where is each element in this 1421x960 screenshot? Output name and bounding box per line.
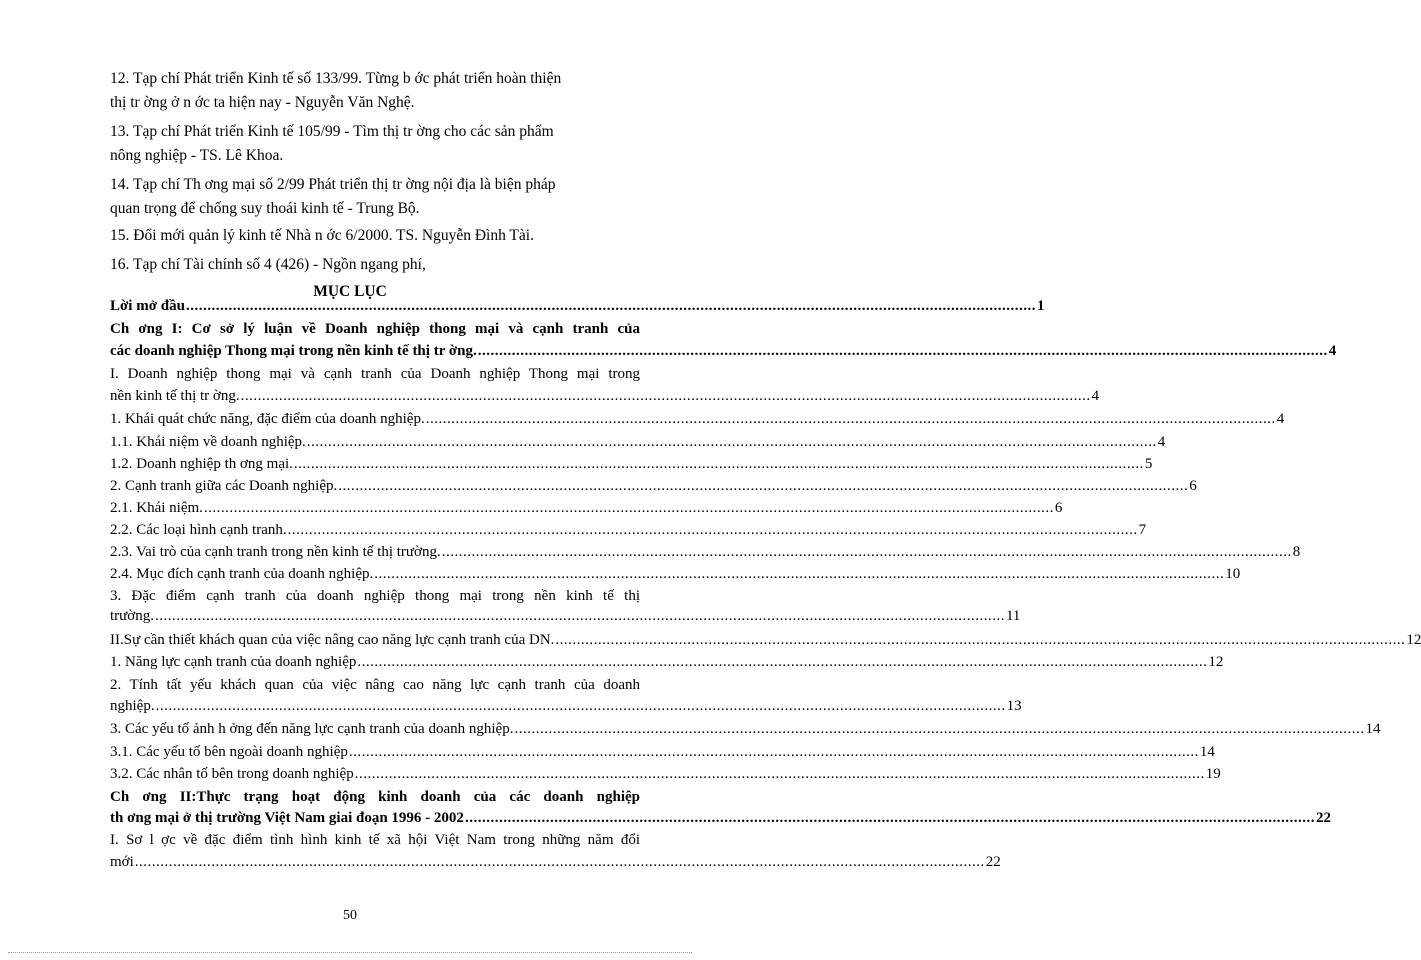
toc-entry[interactable] [110,744,1215,764]
toc-leader-dots: ........................................................................................................................................................................................................ [348,744,1199,760]
toc-entry-page: 7 [1138,522,1147,538]
toc-leader-dots: ........................................................................................................................................................................................................ [338,478,1189,494]
toc-leader-dots: ........................................................................................................................................................................................................ [477,343,1328,359]
toc-leader-dots: ........................................................................................................................................................................................................ [555,632,1406,648]
page-number: 50 [343,908,357,923]
toc-entry-title: các doanh nghiệp Thong mại trong nền kinh tế thị tr ờng. [110,343,477,359]
toc-leader-dots: ........................................................................................................................................................................................................ [134,854,985,870]
toc-entry-page: 22 [1315,810,1331,826]
toc-entry[interactable] [110,698,1022,718]
toc-entry[interactable] [110,456,1153,476]
toc-entry[interactable] [110,588,640,608]
reference-line: thị tr ờng ở n ớc ta hiện nay - Nguyễn Văn Nghệ. [110,94,415,111]
toc-entry[interactable] [110,677,640,697]
toc-entry-title: 1.1. Khái niệm về doanh nghiệp. [110,434,306,450]
toc-leader-dots: ........................................................................................................................................................................................................ [203,500,1054,516]
reference-line: quan trọng để chống suy thoái kinh tế - Trung Bộ. [110,200,420,217]
page-bottom-divider [8,952,692,953]
toc-entry-page: 6 [1189,478,1197,494]
toc-entry[interactable] [110,789,640,809]
toc-leader-dots: ........................................................................................................................................................................................................ [287,522,1138,538]
reference-line: 15. Đổi mới quản lý kinh tế Nhà n ớc 6/2000. TS. Nguyễn Đình Tài. [110,227,534,244]
toc-leader-dots: ........................................................................................................................................................................................................ [425,411,1276,427]
toc-entry-page: 22 [985,854,1001,870]
toc-entry-page: 4 [1328,343,1337,359]
toc-entry[interactable] [110,766,1221,786]
toc-entry-title: 3. Các yếu tố ảnh h ởng đến năng lực cạnh tranh của doanh nghiệp. [110,721,514,737]
toc-entry-page: 14 [1365,721,1381,737]
toc-entry[interactable] [110,366,640,386]
toc-entry-title: 3.2. Các nhân tố bên trong doanh nghiệp [110,766,354,782]
toc-entry-page: 1 [1036,298,1045,314]
reference-line: 12. Tạp chí Phát triển Kinh tế số 133/99. Từng b ớc phát triển hoàn thiện [110,70,562,87]
toc-entry-page: 6 [1054,500,1063,516]
reference-line: 14. Tạp chí Th ơng mại số 2/99 Phát triển thị tr ờng nội địa là biện pháp [110,176,556,193]
toc-entry-title: I. Doanh nghiệp thong mại và cạnh tranh của Doanh nghiệp Thong mại trong [110,366,640,382]
toc-entry-page: 12 [1208,654,1224,670]
toc-entry-page: 5 [1144,456,1153,472]
toc-entry[interactable] [110,544,1301,564]
toc-entry-title: th ơng mại ở thị trường Việt Nam giai đoạn 1996 - 2002 [110,810,464,826]
toc-entry-page: 8 [1292,544,1301,560]
toc-leader-dots: ........................................................................................................................................................................................................ [441,544,1292,560]
reference-line: 16. Tạp chí Tài chính số 4 (426) - Ngồn ngang phí, [110,256,426,273]
toc-entry-title: 2. Tính tất yếu khách quan của việc nâng cao năng lực cạnh tranh của doanh [110,677,640,693]
toc-entry-title: Lời mở đầu [110,298,185,314]
toc-entry[interactable] [110,388,1100,408]
toc-entry[interactable] [110,434,1166,454]
toc-entry-title: Ch ơng II:Thực trạng hoạt động kinh doanh của các doanh nghiệp [110,789,640,805]
toc-entry-page: 12 [1406,632,1421,648]
toc-entry-title: 1. Năng lực cạnh tranh của doanh nghiệp [110,654,357,670]
toc-entry-title: 1.2. Doanh nghiệp th ơng mại. [110,456,293,472]
toc-entry-page: 14 [1199,744,1215,760]
toc-entry-title: 2.4. Mục đích cạnh tranh của doanh nghiệp. [110,566,374,582]
toc-entry[interactable] [110,654,1224,674]
toc-entry-page: 4 [1276,411,1285,427]
toc-leader-dots: ........................................................................................................................................................................................................ [357,654,1208,670]
toc-entry-title: 3.1. Các yếu tố bên ngoài doanh nghiệp [110,744,348,760]
toc-entry[interactable] [110,411,1285,431]
toc-entry-title: II.Sự cần thiết khách quan của việc nâng cao năng lực cạnh tranh của DN. [110,632,555,648]
toc-entry-title: 2.3. Vai trò của cạnh tranh trong nền kinh tế thị trường. [110,544,441,560]
toc-leader-dots: ........................................................................................................................................................................................................ [306,434,1157,450]
toc-entry-title: Ch ơng I: Cơ sở lý luận về Doanh nghiệp thong mại và cạnh tranh của [110,321,640,337]
toc-entry[interactable] [110,854,1001,874]
toc-entry-title: trường. [110,608,154,624]
toc-leader-dots: ........................................................................................................................................................................................................ [514,721,1365,737]
toc-entry[interactable] [110,608,1021,628]
toc-entry[interactable] [110,810,1331,830]
toc-entry[interactable] [110,522,1147,542]
toc-heading: MỤC LỤC [313,283,387,300]
toc-entry[interactable] [110,566,1241,586]
toc-entry-title: mới [110,854,134,870]
toc-entry[interactable] [110,500,1063,520]
toc-entry-title: 2.2. Các loại hình cạnh tranh. [110,522,287,538]
toc-entry-title: nghiệp. [110,698,155,714]
toc-entry-title: 2.1. Khái niệm. [110,500,203,516]
toc-entry-page: 10 [1225,566,1241,582]
toc-leader-dots: ........................................................................................................................................................................................................ [154,608,1005,624]
toc-leader-dots: ........................................................................................................................................................................................................ [240,388,1091,404]
toc-leader-dots: ........................................................................................................................................................................................................ [464,810,1315,826]
toc-entry[interactable] [110,632,1421,652]
reference-line: nông nghiệp - TS. Lê Khoa. [110,147,284,164]
toc-entry-page: 11 [1005,608,1021,624]
toc-entry-page: 19 [1205,766,1221,782]
toc-entry[interactable] [110,832,640,852]
toc-entry-title: 1. Khái quát chức năng, đặc điểm của doanh nghiệp. [110,411,425,427]
toc-entry-page: 13 [1006,698,1022,714]
toc-entry[interactable] [110,478,1197,498]
toc-entry[interactable] [110,321,640,341]
toc-entry-title: nền kinh tế thị tr ờng. [110,388,240,404]
toc-leader-dots: ........................................................................................................................................................................................................ [185,298,1036,314]
toc-leader-dots: ........................................................................................................................................................................................................ [293,456,1144,472]
toc-leader-dots: ........................................................................................................................................................................................................ [374,566,1225,582]
toc-entry-page: 4 [1091,388,1100,404]
reference-line: 13. Tạp chí Phát triển Kinh tế 105/99 - Tìm thị tr ờng cho các sản phẩm [110,123,554,140]
toc-entry-page: 4 [1157,434,1166,450]
toc-leader-dots: ........................................................................................................................................................................................................ [155,698,1006,714]
toc-leader-dots: ........................................................................................................................................................................................................ [354,766,1205,782]
toc-entry[interactable] [110,298,1045,318]
toc-entry-title: I. Sơ l ợc về đặc điểm tình hình kinh tế xã hội Việt Nam trong những năm đổi [110,832,640,848]
toc-entry[interactable] [110,343,1337,363]
toc-entry-title: 2. Cạnh tranh giữa các Doanh nghiệp. [110,478,338,494]
toc-entry[interactable] [110,721,1381,741]
toc-entry-title: 3. Đặc điểm cạnh tranh của doanh nghiệp thong mại trong nền kinh tế thị [110,588,640,604]
